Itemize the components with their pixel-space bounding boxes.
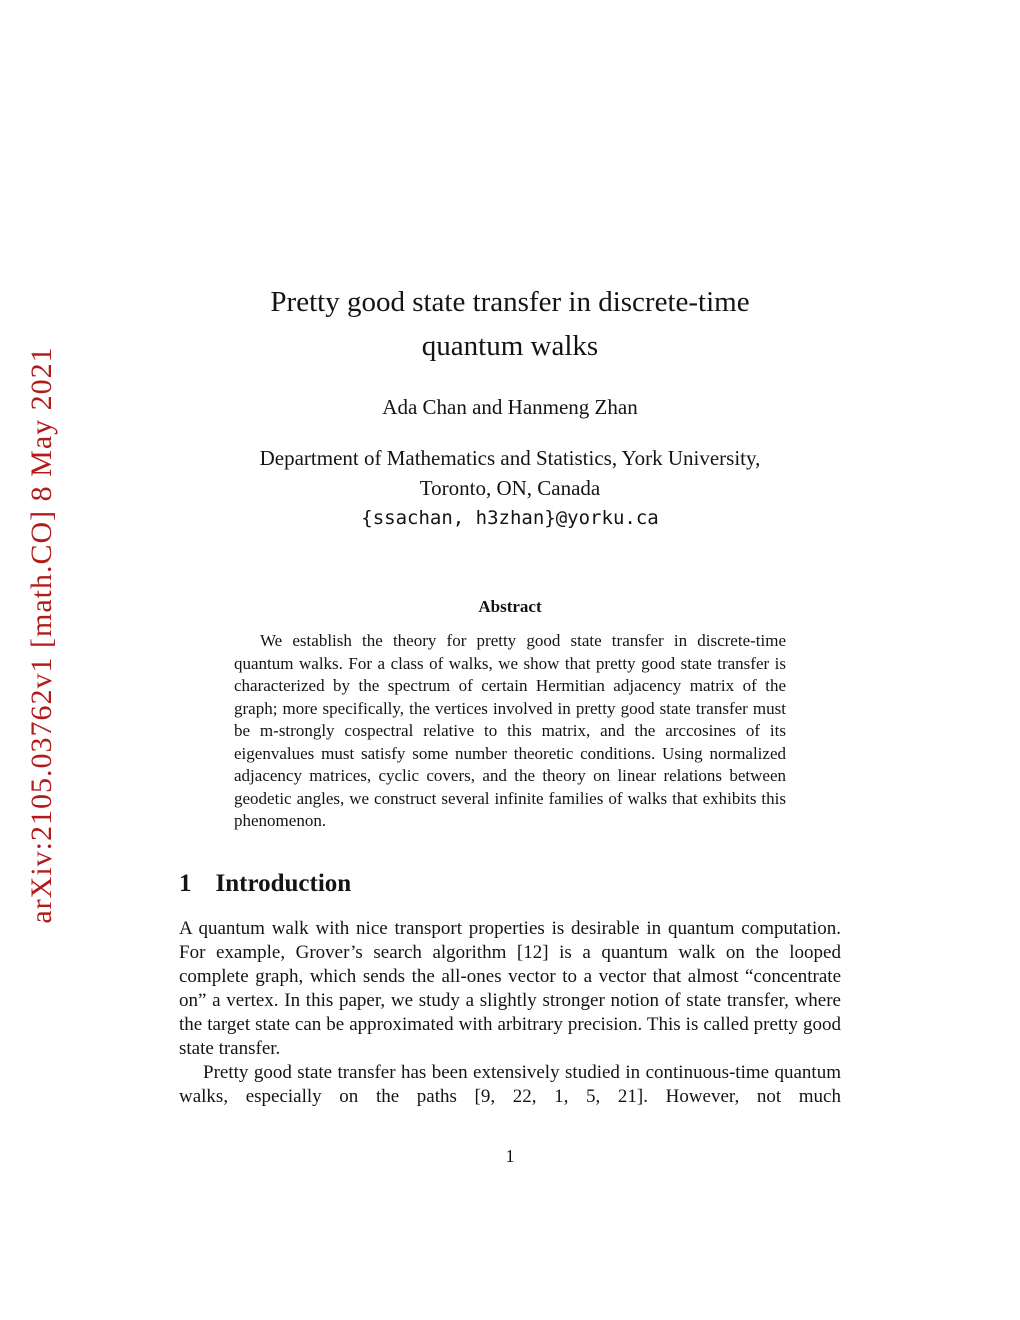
abstract-text: We establish the theory for pretty good state transfer in discrete-time quantum walks. For a class of walks, we show that pretty good state transfer is characterized by the spectrum of certain Hermitian adjacency matrix of the graph; more specifically, the vertices involved in pretty good state transfer must be m-strongly cospectral relative to this matrix, and the arccosines of its eigenvalues must satisfy some number theoretic conditions. Using normalized adjacency matrices, cyclic covers, and the theory on linear relations between geodetic angles, we construct several infinite families of walks that exhibits this phenomenon. xyxy=(234,631,786,830)
author-email: {ssachan, h3zhan}@yorku.ca xyxy=(361,507,659,529)
paper-title-line2: quantum walks xyxy=(421,330,599,362)
affiliation-line1: Department of Mathematics and Statistics, York University, xyxy=(259,446,761,470)
paper-title xyxy=(179,280,841,368)
section-heading-introduction xyxy=(179,869,841,899)
body-paragraph-1: A quantum walk with nice transport properties is desirable in quantum computation. For example, Grover’s search algorithm [12] is a quantum walk on the looped complete graph, which sends the all-ones vector to a vector that almost “concentrate on” a vertex. In this paper, we study a slightly stronger notion of state transfer, where the target state can be approximated with arbitrary precision. This is called pretty good state transfer. xyxy=(179,917,841,1059)
arxiv-watermark: arXiv:2105.03762v1 [math.CO] 8 May 2021 xyxy=(25,346,58,924)
section-number: 1 xyxy=(179,869,192,897)
paper-authors: Ada Chan and Hanmeng Zhan xyxy=(382,395,638,419)
section-title: Introduction xyxy=(215,869,352,897)
paper-content-column xyxy=(179,280,841,1109)
abstract-heading: Abstract xyxy=(478,597,542,616)
paper-title-line1: Pretty good state transfer in discrete-time xyxy=(270,286,750,318)
abstract-block xyxy=(234,596,786,833)
paper-affiliation xyxy=(179,443,841,503)
page-number: 1 xyxy=(505,1146,515,1166)
affiliation-line2: Toronto, ON, Canada xyxy=(419,476,601,500)
body-paragraph-2: Pretty good state transfer has been extensively studied in continuous-time quantum walks, especially on the paths [9, 22, 1, 5, 21]. However, not much xyxy=(179,1061,841,1107)
